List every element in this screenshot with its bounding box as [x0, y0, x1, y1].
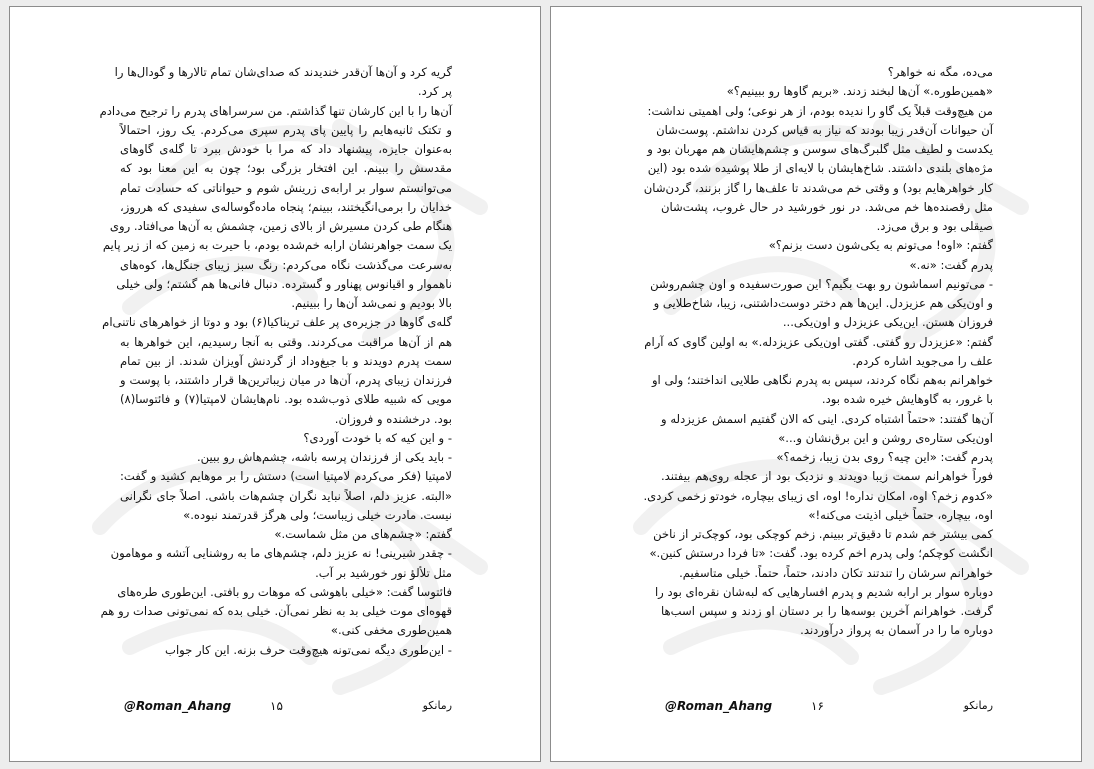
- text-line: کار خواهرهایم بود) و وقتی خم می‌شدند تا علف‌ها را گاز بزنند، گردن‌شان: [643, 180, 993, 195]
- text-line: گرفت. خواهرانم آخرین بوسه‌ها را بر دستان او زدند و سپس اسب‌ها: [661, 604, 993, 618]
- text-line: هم از آن‌ها مراقبت می‌کردند. وقتی به آنجا رسیدیم، این خواهرها به: [120, 334, 452, 349]
- footer-channel-handle: @Roman_Ahang: [665, 699, 773, 713]
- text-line: - چقدر شیرینی! نه عزیز دلم، چشم‌های ما به روشنایی آتشه و موهامون: [110, 546, 452, 561]
- page-number: ۱۶: [811, 699, 824, 713]
- text-line: - می‌تونیم اسماشون رو بهت بگیم؟ این صورت‌سفیده و اون چشم‌روشن: [650, 276, 993, 291]
- text-line: به‌عنوان جایزه، پیشنهاد داد که مرا با خودش ببرد تا گله‌ی گاوهای: [120, 142, 452, 156]
- text-line: مویی که شبیه طلای ذوب‌شده بود. نام‌هایشان لامپتیا(۷) و فائتوسا(۸): [120, 392, 452, 407]
- text-line: خواهرانم به‌هم نگاه کردند، سپس به پدرم نگاهی طلایی انداختند؛ ولی او: [651, 373, 993, 387]
- text-line: به‌سرعت می‌گذشت نگاه می‌کردم: رنگ سبز زیبای جنگل‌ها، کوه‌های: [120, 257, 452, 272]
- text-line: علف را می‌جوید اشاره کردم.: [852, 353, 993, 368]
- footer-channel-handle: @Roman_Ahang: [124, 699, 232, 713]
- text-line: لامپتیا (فکر می‌کردم لامپتیا است) دستش را بر موهایم کشید و گفت:: [120, 469, 452, 484]
- text-line: خواهرانم سرشان را تندتند تکان دادند، حتماً، حتماً. خیلی متاسفیم.: [679, 565, 993, 580]
- text-line: گفتم: «چشم‌های من مثل شماست.»: [274, 527, 452, 541]
- text-line: یک سمت جواهرنشان ارابه خم‌شده بودم، با حیرت به زمین که از زیر پایم: [102, 238, 452, 253]
- text-line: کمی بیشتر خم شدم تا دقیق‌تر ببینم. زخم کوچکی بود، کوچک‌تر از ناخن: [653, 527, 993, 541]
- text-line: یکدست و لطیف مثل گلبرگ‌های سوسن و چشم‌هایشان هم مهربان بود و: [647, 142, 993, 156]
- text-line: هنگام طی کردن مسیرش از بالای زمین، چشمش به آن‌ها می‌افتاد. روی: [109, 219, 452, 233]
- text-line: می‌توانستم سوار بر ارابه‌ی زرینش شوم و حیواناتی که حسادت تمام: [120, 180, 452, 195]
- text-line: نیست. مادرت خیلی زیباست؛ ولی هرگز قدرتمند نبوده.»: [183, 507, 452, 522]
- text-line: فوراً خواهرانم سمت زیبا دویدند و نزدیک بود از عجله روی‌هم بیفتند.: [661, 469, 993, 484]
- text-line: فائتوسا گفت: «خیلی باهوشی که موهات رو بافتی. این‌طوری طره‌های: [117, 584, 452, 599]
- text-line: صیقلی بود و برق می‌زد.: [876, 219, 993, 233]
- text-line: فروزان هستن. این‌یکی عزیزدل و اون‌یکی...: [782, 315, 993, 330]
- text-line: - و این کیه که با خودت آوردی؟: [303, 430, 452, 445]
- text-line: اون‌یکی ستاره‌ی روشن و این برق‌نشان و...»: [778, 430, 993, 445]
- footer-brand: رمانکو: [422, 699, 452, 712]
- book-page-left: [9, 6, 541, 762]
- text-line: قهوه‌ای موت خیلی بد به نظر نمی‌آن. خیلی بده که نمی‌تونی صدات رو هم: [100, 604, 452, 618]
- book-page-right: [550, 6, 1082, 762]
- text-line: آن‌ها را با این کارشان تنها گذاشتم. من سرسراهای پدرم را ترجیح می‌دادم: [99, 103, 452, 118]
- text-line: و اون‌یکی هم عزیزدل. این‌ها هم دختر دوست‌داشتنی، زیبا، شاخ‌طلایی و: [653, 296, 993, 310]
- text-line: «همین‌طوره.» آن‌ها لبخند زدند. «بریم گاوها رو ببینیم؟»: [726, 84, 993, 99]
- text-line: مژه‌های بلندی داشتند. شاخ‌هایشان با لایه‌ای از طلا پوشیده شده بود (این: [647, 161, 993, 176]
- text-line: دوباره سوار بر ارابه شدیم و پدرم افسارهایی که لبه‌شان نقره‌ای بود را: [654, 584, 993, 599]
- text-line: بود. درخشنده و فروزان.: [334, 411, 452, 426]
- text-line: من هیچ‌وقت قبلاً یک گاو را ندیده بودم، از هر نوعی؛ ولی اهمیتی نداشت:: [647, 103, 993, 118]
- text-line: - باید یکی از فرزندان پرسه باشه، چشم‌هاش رو ببین.: [196, 450, 452, 464]
- text-line: با غرور، به گاوهایش خیره شده بود.: [821, 392, 993, 407]
- page-body-text: [99, 63, 452, 660]
- text-line: مثل رقصنده‌ها خم می‌شد. در نور خورشید در حال غروب، پشت‌شان: [661, 199, 993, 214]
- text-line: فرزندان زیبای پدرم، آن‌ها در میان زیباترین‌ها قرار داشتند، با پوست و: [120, 373, 452, 387]
- text-line: و تکتک ثانیه‌هایم را پایین پای پدرم سپری می‌کردم. یک روز، احتمالاً: [120, 122, 452, 137]
- text-line: مقدسش را ببینم. این افتخار بزرگی بود؛ چون به این معنا بود که: [120, 161, 452, 176]
- text-line: ناهموار و اقیانوس پهناور و گسترده. دنبال فانی‌ها هم گشتم؛ ولی خیلی: [116, 276, 452, 291]
- text-line: پر کرد.: [417, 84, 452, 99]
- text-line: همین‌طوری مخفی کنی.»: [330, 623, 452, 638]
- text-line: آن‌ها گفتند: «حتماً اشتباه کردی. اینی که الان گفتیم اسمش عزیزدله و: [661, 411, 993, 426]
- text-line: - این‌طوری دیگه نمی‌تونه هیچ‌وقت حرف بزنه. این کار جواب: [165, 642, 452, 657]
- text-line: انگشت کوچکم؛ ولی پدرم اخم کرده بود. گفت: «تا فردا درستش کنین.»: [649, 546, 993, 561]
- text-line: گریه کرد و آن‌ها آن‌قدر خندیدند که صدای‌شان تمام تالارها و گودال‌ها را: [114, 65, 452, 79]
- text-line: بالا بودیم و نمی‌شد آن‌ها را ببینیم.: [291, 296, 452, 310]
- page-body-text: [643, 63, 993, 641]
- text-line: «کدوم زخم؟ اوه، امکان نداره! اوه، ای زیبای بیچاره، خودتو زخمی کردی.: [643, 488, 993, 503]
- footer-brand: رمانکو: [963, 699, 993, 712]
- text-line: گله‌ی گاوها در جزیره‌ی پر علف ترینا‌کیا(۶) بود و دوتا از خواهرهای ناتنی‌ام: [102, 315, 452, 330]
- text-line: خدایان را برمی‌انگیختند، ببینم؛ پنجاه ماده‌گوساله‌ی سفیدی که هرروز،: [120, 199, 452, 214]
- text-line: آن حیوانات آن‌قدر زیبا بودند که نیاز به قیاس کردن نداشتم. پوست‌شان: [656, 122, 993, 137]
- page-number: ۱۵: [270, 699, 283, 713]
- text-line: «البته. عزیز دلم، اصلاً نباید نگران چشم‌هات باشی. اصلاً جای نگرانی: [120, 488, 452, 503]
- text-line: دوباره ما را در آسمان به پرواز درآوردند.: [800, 623, 993, 638]
- text-line: می‌ده، مگه نه خواهر؟: [887, 65, 993, 79]
- text-line: گفتم: «عزیزدل رو گفتی. گفتی اون‌یکی عزیزدله.» به اولین گاوی که آرام: [644, 334, 993, 349]
- text-line: پدرم گفت: «این چیه؟ روی بدن زیبا، زخمه؟»: [776, 450, 993, 464]
- text-line: اوه، بیچاره، حتماً خیلی اذیتت می‌کنه!»: [808, 507, 993, 522]
- text-line: پدرم گفت: «نه.»: [909, 257, 993, 272]
- text-line: سمت پدرم دویدند و با جیغ‌وداد از گردنش آویزان شدند. از بین تمام: [120, 353, 452, 368]
- text-line: گفتم: «اوه! می‌تونم به یکی‌شون دست بزنم؟»: [768, 238, 993, 253]
- text-line: مثل تلألؤ نور خورشید بر آب.: [315, 565, 452, 580]
